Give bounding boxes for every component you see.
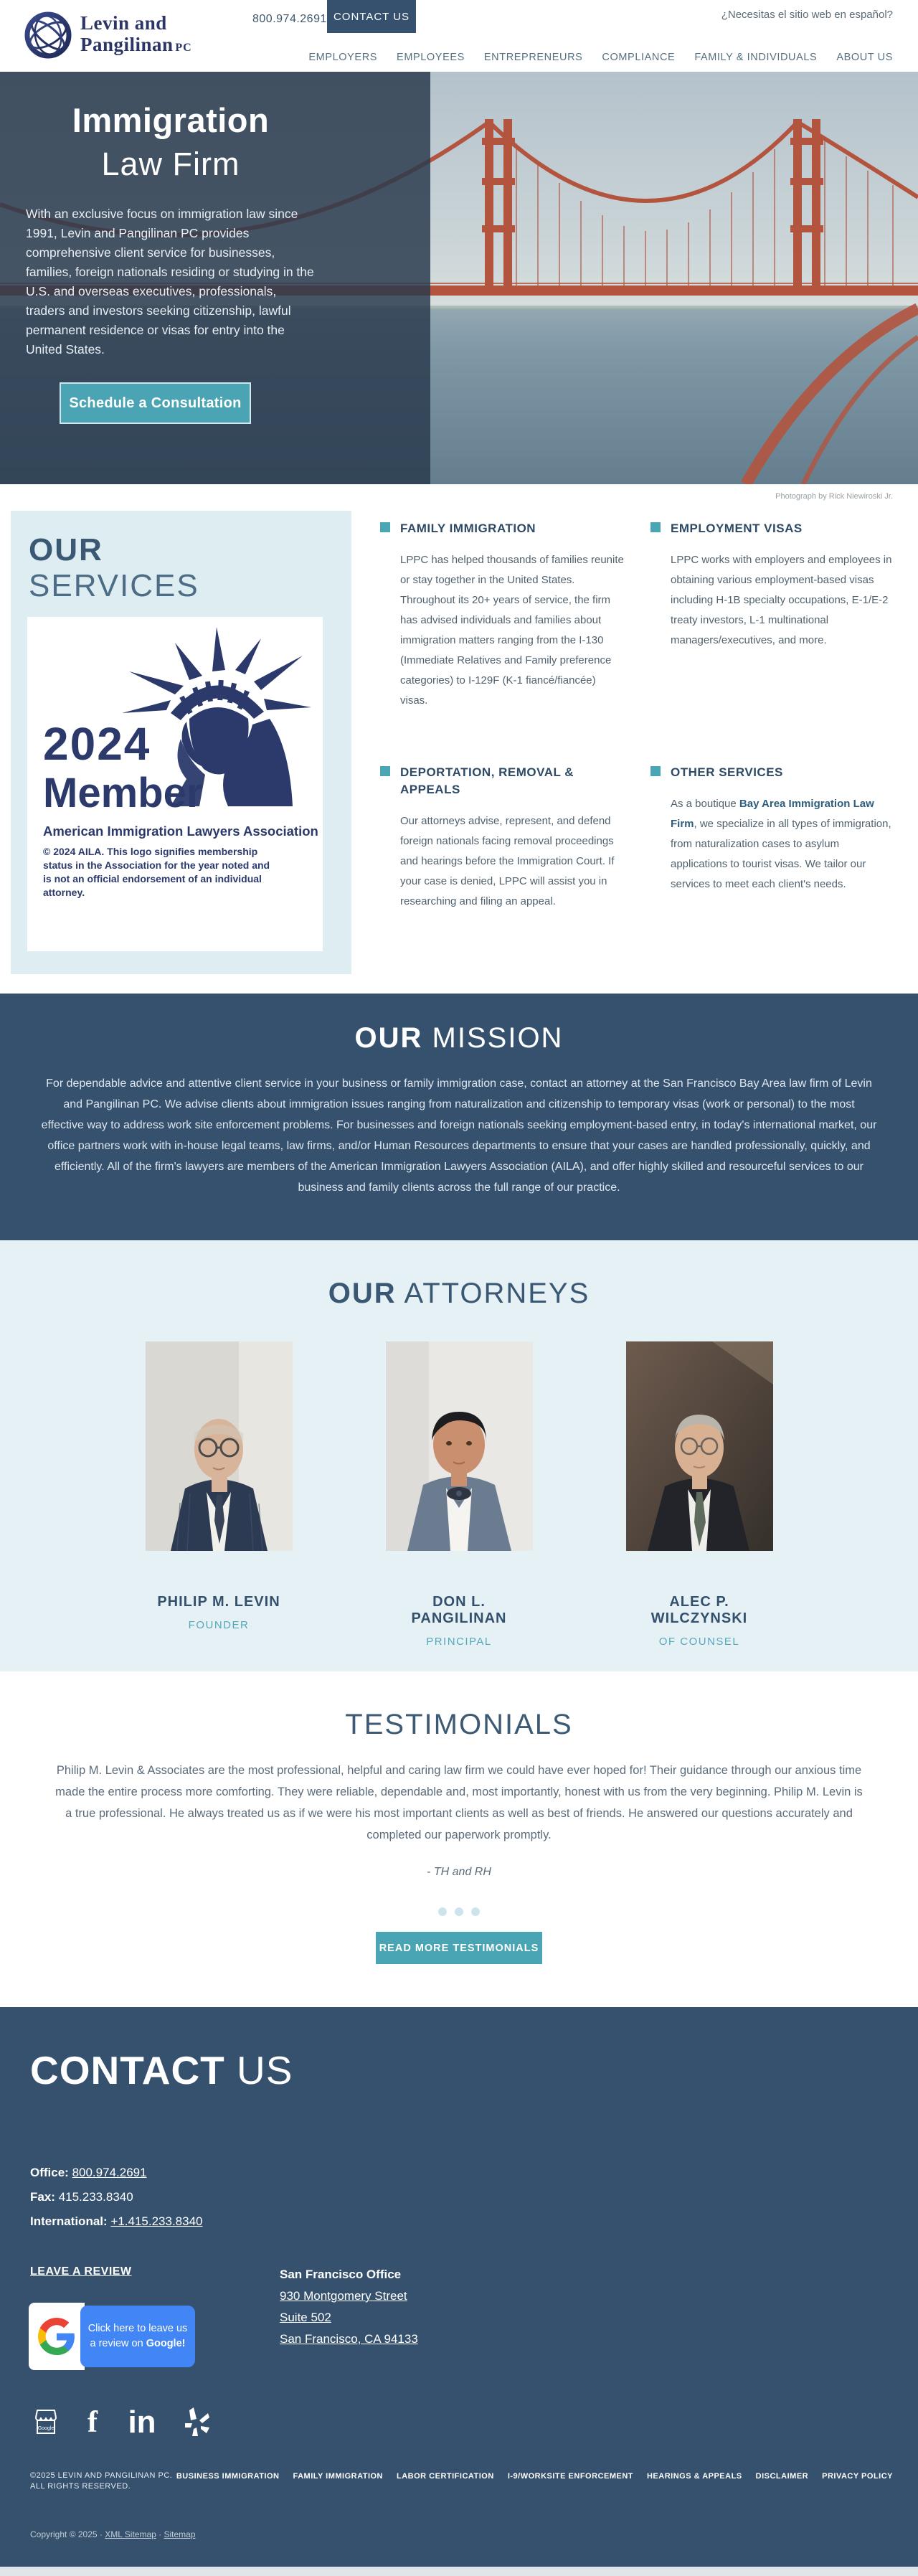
office-phone-line: Office: 800.974.2691: [30, 2166, 147, 2179]
logo-wordmark: Levin and Pangilinan PC: [80, 11, 192, 55]
linkedin-icon[interactable]: [123, 2406, 161, 2441]
address-street-link[interactable]: 930 Montgomery Street: [280, 2289, 407, 2303]
attorney-portrait-wilczynski: [626, 1341, 773, 1551]
service-title: OTHER SERVICES: [671, 765, 783, 779]
contact-phone-lines: [30, 2161, 203, 2234]
teal-square-bullet: [380, 522, 390, 532]
google-g-logo: [29, 2303, 85, 2370]
svg-text:Google: Google: [37, 2426, 55, 2431]
aila-year: 2024: [43, 718, 151, 770]
address-city-link[interactable]: San Francisco, CA 94133: [280, 2332, 418, 2346]
google-my-business-icon[interactable]: [30, 2406, 62, 2441]
attorney-portrait-levin: [146, 1341, 293, 1551]
footer-link-privacy-policy[interactable]: PRIVACY POLICY: [822, 2472, 893, 2481]
leave-a-review-link[interactable]: LEAVE A REVIEW: [30, 2265, 132, 2278]
office-name: San Francisco Office: [280, 2268, 402, 2281]
nav-employees[interactable]: EMPLOYEES: [397, 52, 465, 63]
attorneys-section: [0, 1240, 918, 1671]
nav-about-us[interactable]: ABOUT US: [836, 52, 893, 63]
address-suite-link[interactable]: Suite 502: [280, 2311, 331, 2324]
service-body: LPPC works with employers and employees in obtaining various employment-based visas including H-1B specialty occupations, E-1/E-2 treaty investors, L-1 multinational managers/executives, and more.: [671, 554, 892, 646]
footer-copyright: ©2025 LEVIN AND PANGILINAN PC. ALL RIGHTS RESERVED.: [30, 2471, 173, 2491]
teal-square-bullet: [380, 766, 390, 776]
attorney-card-pangilinan: [386, 1341, 533, 1648]
bay-area-immigration-link[interactable]: Bay Area Immigration Law Firm: [671, 798, 874, 830]
service-title: EMPLOYMENT VISAS: [671, 522, 803, 535]
testimonials-section: [0, 1671, 918, 2007]
hero-section: [0, 72, 918, 484]
nav-family-individuals[interactable]: FAMILY & INDIVIDUALS: [694, 52, 818, 63]
mission-paragraph: For dependable advice and attentive client service in your business or family immigration case, contact an attorney at the San Francisco Bay Area law firm of Levin and Pangilinan PC. We advise clients about immigration issues ranging from naturalization and citizenship to temporary visas (work or personal) to the most effective way to address work site enforcement problems. For businesses and foreign nationals seeking employment-based entry, in today's international market, our office partners work with in-house legal teams, law firms, and/or Human Resources departments to ensure that your cases are handled professionally, quickly, and efficiently. All of the firm's lawyers are members of the American Immigration Lawyers Association (AILA), and offer highly skilled and resourceful services to our business and family clients across the full range of our practice.: [41, 1077, 877, 1194]
nav-entrepreneurs[interactable]: ENTREPRENEURS: [483, 52, 583, 63]
xml-sitemap-link[interactable]: XML Sitemap: [105, 2529, 156, 2539]
attorney-name: DON L. PANGILINAN: [411, 1594, 507, 1626]
aila-disclaimer: © 2024 AILA. This logo signifies membership status in the Association for the year noted and is not an official endorsement of an individual attorney.: [43, 846, 270, 898]
spanish-site-link[interactable]: ¿Necesitas el sitio web en español?: [721, 9, 893, 21]
attorney-name: PHILIP M. LEVIN: [157, 1594, 280, 1610]
san-francisco-office-block: [280, 2264, 418, 2350]
carousel-dot-3[interactable]: [471, 1907, 480, 1916]
facebook-icon[interactable]: [83, 2406, 102, 2441]
attorney-row: [0, 1341, 918, 1648]
aila-member-label: Member: [43, 770, 203, 816]
footer-link-hearings-appeals[interactable]: HEARINGS & APPEALS: [646, 2472, 742, 2481]
teal-square-bullet: [650, 766, 661, 776]
service-family-immigration: [380, 520, 624, 711]
footer-link-business-immigration[interactable]: BUSINESS IMMIGRATION: [176, 2472, 280, 2481]
attorney-role: PRINCIPAL: [426, 1636, 492, 1648]
service-employment-visas: [650, 520, 894, 651]
photo-credit: Photograph by Rick Niewiroski Jr.: [775, 492, 893, 501]
service-body: Our attorneys advise, represent, and defend foreign nationals facing removal proceedings and hearings before the Immigration Court. If your case is denied, LPPC will assist you in researching and filing an appeal.: [400, 815, 615, 907]
aila-membership-badge: [27, 617, 323, 951]
office-phone-link[interactable]: 800.974.2691: [72, 2166, 147, 2179]
service-other-services: [650, 764, 894, 895]
services-left-panel: [11, 511, 351, 974]
footer-links: [176, 2472, 893, 2492]
service-deportation-appeals: [380, 764, 624, 912]
copyright-line: Copyright © 2025 · XML Sitemap · Sitemap: [30, 2529, 196, 2539]
mission-title: OUR MISSION: [354, 1022, 564, 1054]
site-logo[interactable]: [24, 11, 192, 59]
footer-link-worksite-enforcement[interactable]: I-9/WORKSITE ENFORCEMENT: [507, 2472, 633, 2481]
photo-credit-row: [0, 484, 918, 505]
sitemap-link[interactable]: Sitemap: [164, 2529, 196, 2539]
contact-title: CONTACT US: [30, 2048, 293, 2093]
hero-title-line2: Law Firm: [101, 146, 240, 182]
footer-link-family-immigration[interactable]: FAMILY IMMIGRATION: [293, 2472, 384, 2481]
svg-text:in: in: [128, 2406, 156, 2438]
footer-row: [30, 2471, 893, 2492]
nav-employers[interactable]: EMPLOYERS: [308, 52, 378, 63]
mission-section: [0, 994, 918, 1240]
yelp-icon[interactable]: [182, 2406, 212, 2441]
nav-compliance[interactable]: COMPLIANCE: [602, 52, 676, 63]
carousel-dot-2[interactable]: [455, 1907, 463, 1916]
international-phone-line: International: +1.415.233.8340: [30, 2214, 203, 2228]
aila-org-name: American Immigration Lawyers Association: [43, 824, 318, 839]
attorney-role: OF COUNSEL: [658, 1636, 740, 1648]
globe-logo-icon: [24, 11, 72, 59]
google-review-button[interactable]: [29, 2303, 195, 2370]
testimonials-title: TESTIMONIALS: [345, 1709, 573, 1740]
teal-square-bullet: [650, 522, 661, 532]
attorney-card-wilczynski: [626, 1341, 773, 1648]
carousel-dots: [0, 1907, 918, 1916]
service-body: LPPC has helped thousands of families reunite or stay together in the United States. Throughout its 20+ years of service, the firm has advised individuals and families about immigration matters ranging from the I-130 (Immediate Relatives and Family preference categories) to I-129F (K-1 fiancé/fiancée) visas.: [400, 554, 624, 707]
international-phone-link[interactable]: +1.415.233.8340: [110, 2214, 203, 2228]
services-title: OUR SERVICES: [29, 532, 199, 603]
footer-link-labor-certification[interactable]: LABOR CERTIFICATION: [397, 2472, 494, 2481]
header-phone-link[interactable]: 800.974.2691: [252, 13, 327, 25]
footer-link-disclaimer[interactable]: DISCLAIMER: [755, 2472, 809, 2481]
hero-content: [26, 100, 316, 424]
site-header: [0, 0, 918, 72]
testimonial-quote: Philip M. Levin & Associates are the most professional, helpful and caring law firm we could have ever hoped for! Their guidance through our anxious time made the entire process more comforting. They were reliable, dependable and, most importantly, honest with us from the very beginning. Philip M. Levin is a true professional. He always treated us as if we were his most important clients as well as best of friends. He answered our questions accurately and completed our paperwork promptly.: [55, 1764, 863, 1841]
schedule-consultation-button[interactable]: Schedule a Consultation: [60, 382, 251, 424]
contact-section: [0, 2007, 918, 2567]
social-icons-row: [30, 2406, 212, 2441]
bottom-strip: [0, 2567, 918, 2576]
fax-line: Fax: 415.233.8340: [30, 2190, 133, 2204]
service-title: DEPORTATION, REMOVAL & APPEALS: [400, 765, 574, 796]
attorneys-title: OUR ATTORNEYS: [328, 1278, 590, 1309]
attorney-card-levin: [146, 1341, 293, 1648]
service-body: As a boutique Bay Area Immigration Law Firm, we specialize in all types of immigration, from naturalization cases to asylum applications to tourist visas. We tailor our services to meet each client's needs.: [671, 798, 891, 890]
attorney-name: ALEC P. WILCZYNSKI: [650, 1594, 748, 1626]
carousel-dot-1[interactable]: [438, 1907, 447, 1916]
hero-title-line1: Immigration: [72, 101, 270, 139]
google-review-cta-text: Click here to leave us a review on Google!: [80, 2306, 195, 2367]
main-navigation: [308, 52, 893, 63]
attorney-portrait-pangilinan: [386, 1341, 533, 1551]
testimonial-attribution: - TH and RH: [427, 1866, 491, 1878]
service-title: FAMILY IMMIGRATION: [400, 522, 536, 535]
read-more-testimonials-button[interactable]: READ MORE TESTIMONIALS: [376, 1932, 542, 1964]
attorney-role: FOUNDER: [188, 1619, 250, 1631]
svg-text:f: f: [87, 2406, 98, 2438]
contact-us-button[interactable]: CONTACT US: [327, 0, 416, 33]
services-section: [0, 505, 918, 994]
hero-paragraph: With an exclusive focus on immigration law since 1991, Levin and Pangilinan PC provides comprehensive client service for businesses, families, foreign nationals residing or studying in the U.S. and overseas executives, professionals, traders and investors seeking citizenship, lawful permanent residence or visas for entry into the United States.: [26, 207, 314, 357]
